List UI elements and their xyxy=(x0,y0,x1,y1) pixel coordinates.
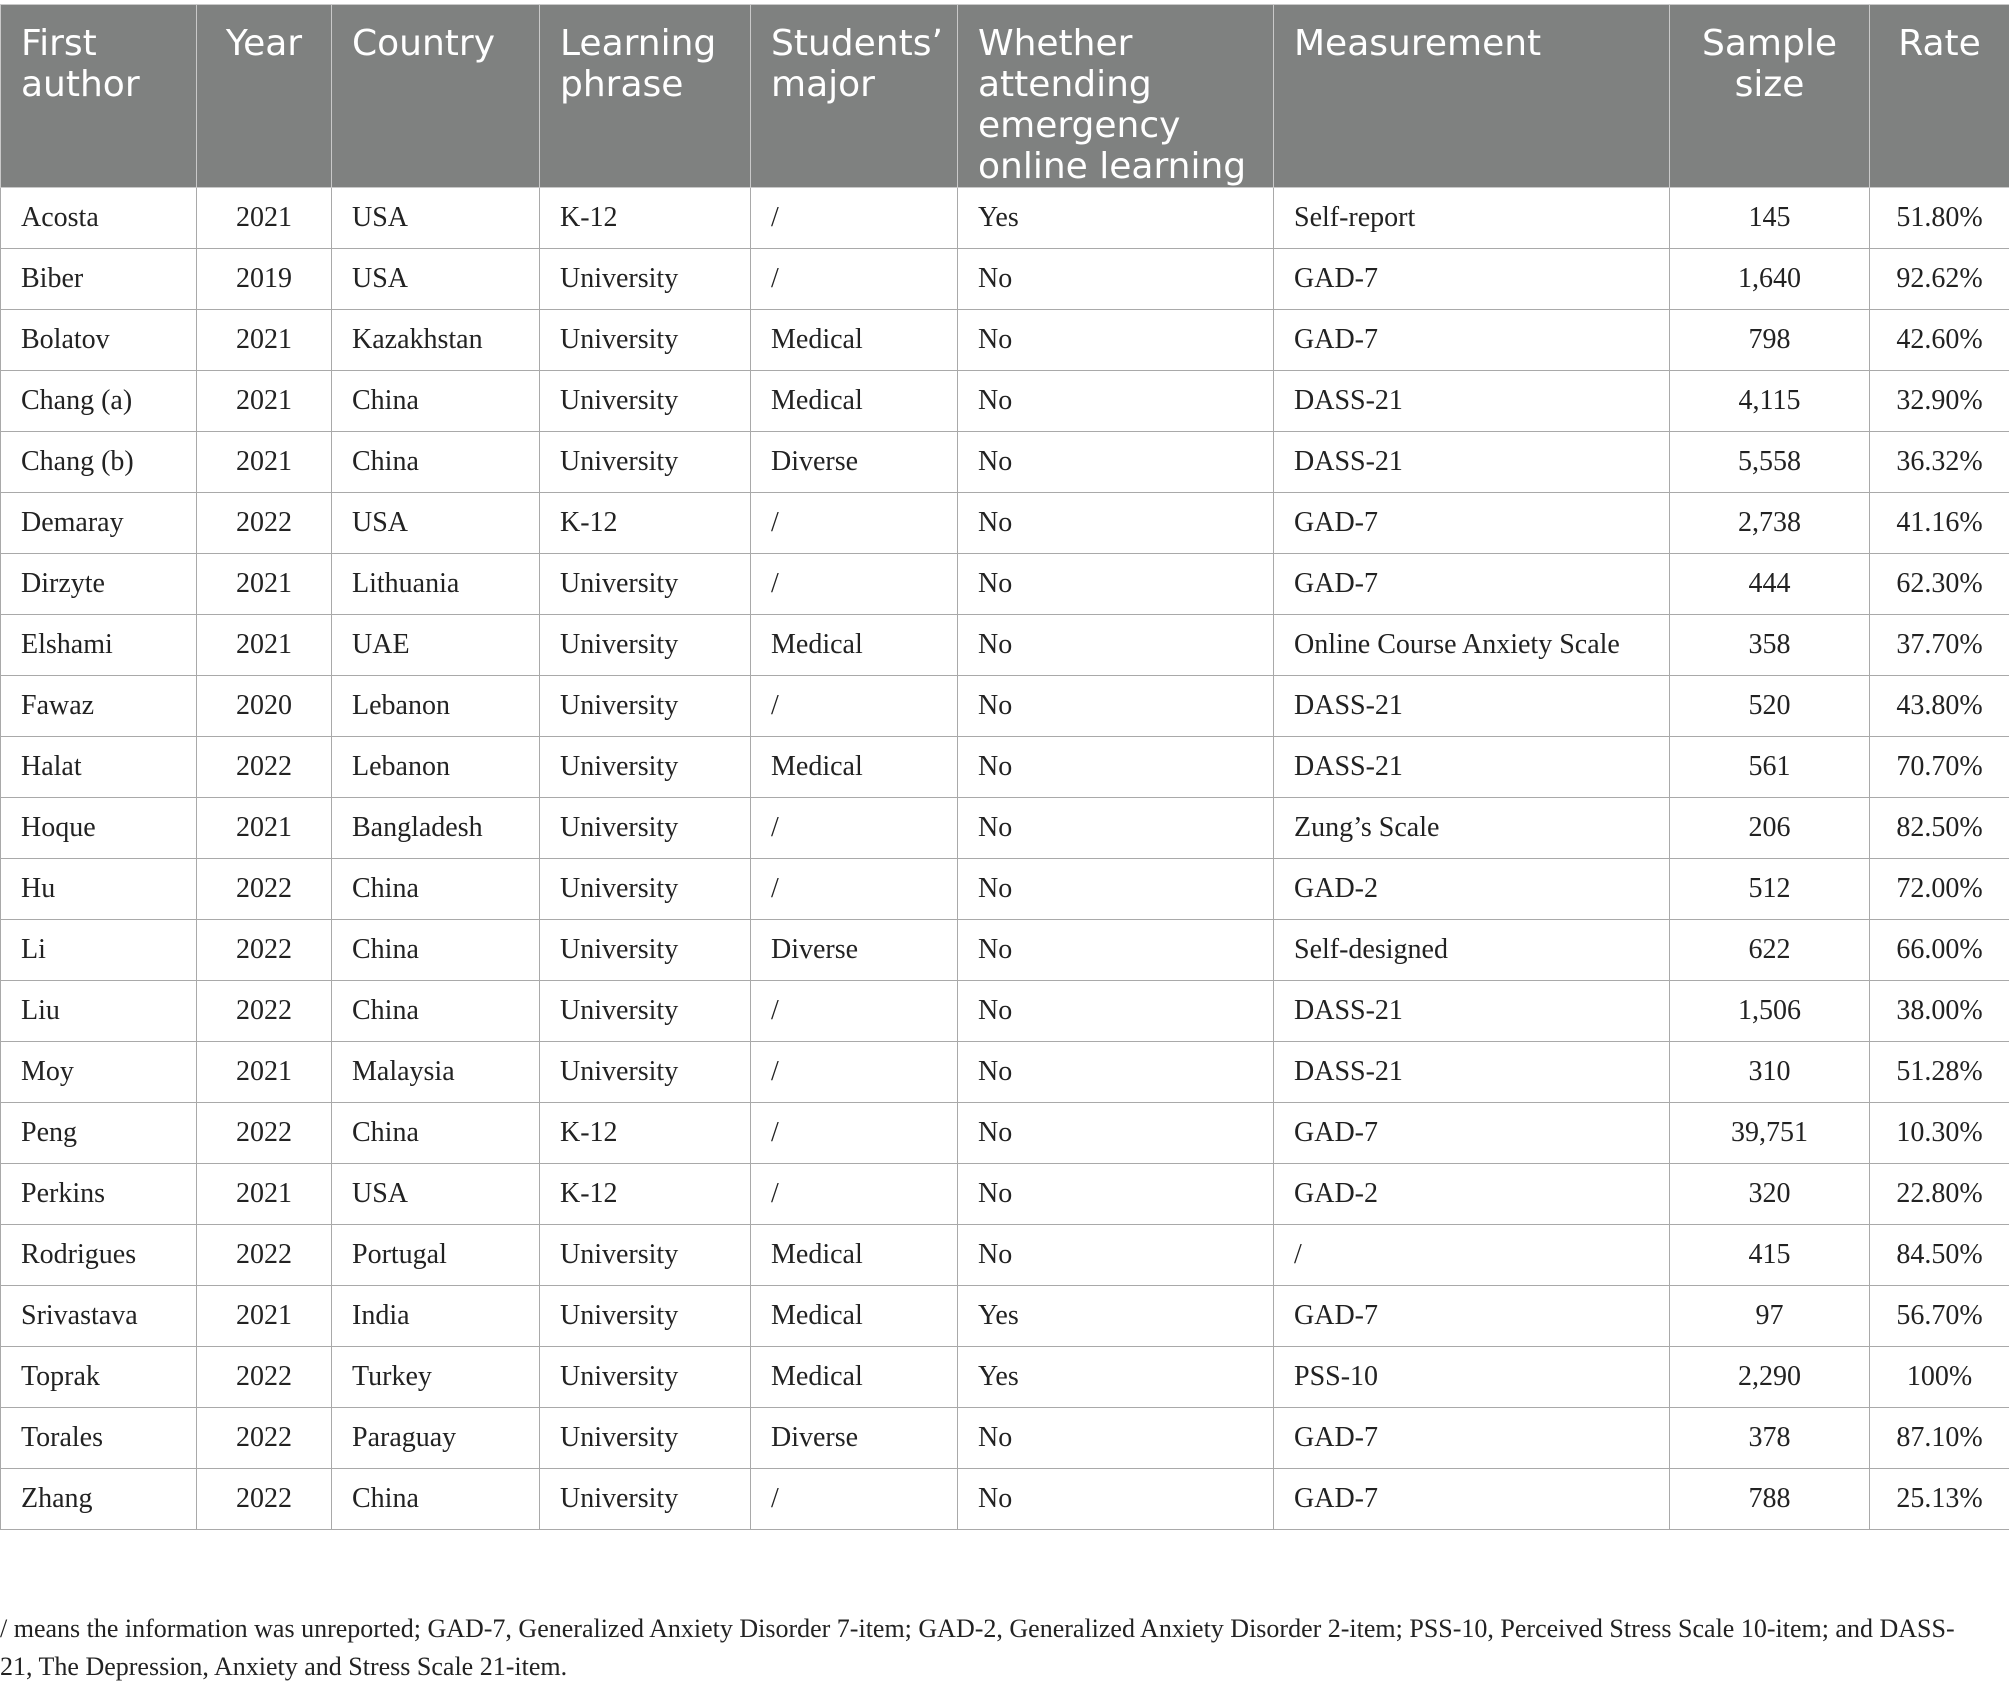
cell-country: China xyxy=(332,859,540,920)
cell-year: 2022 xyxy=(197,859,332,920)
header-first-author: First author xyxy=(1,5,197,188)
cell-measurement: Zung’s Scale xyxy=(1274,798,1670,859)
table-row xyxy=(1,920,2009,981)
header-row xyxy=(1,5,2009,188)
cell-first-author: Torales xyxy=(1,1408,197,1469)
cell-emergency-online-learning: No xyxy=(958,1042,1274,1103)
cell-emergency-online-learning: No xyxy=(958,249,1274,310)
cell-sample-size: 561 xyxy=(1670,737,1870,798)
cell-country: Portugal xyxy=(332,1225,540,1286)
cell-country: USA xyxy=(332,1164,540,1225)
cell-rate: 56.70% xyxy=(1870,1286,2009,1347)
cell-learning-phrase: K-12 xyxy=(540,1103,751,1164)
cell-emergency-online-learning: No xyxy=(958,371,1274,432)
cell-first-author: Demaray xyxy=(1,493,197,554)
cell-rate: 41.16% xyxy=(1870,493,2009,554)
cell-measurement: GAD-2 xyxy=(1274,859,1670,920)
cell-first-author: Dirzyte xyxy=(1,554,197,615)
cell-students-major: Medical xyxy=(751,371,958,432)
cell-sample-size: 320 xyxy=(1670,1164,1870,1225)
table-row xyxy=(1,554,2009,615)
cell-sample-size: 415 xyxy=(1670,1225,1870,1286)
cell-learning-phrase: University xyxy=(540,1286,751,1347)
cell-country: China xyxy=(332,1103,540,1164)
cell-rate: 92.62% xyxy=(1870,249,2009,310)
cell-students-major: / xyxy=(751,493,958,554)
cell-emergency-online-learning: Yes xyxy=(958,188,1274,249)
cell-sample-size: 520 xyxy=(1670,676,1870,737)
cell-rate: 70.70% xyxy=(1870,737,2009,798)
cell-emergency-online-learning: No xyxy=(958,554,1274,615)
cell-first-author: Li xyxy=(1,920,197,981)
cell-learning-phrase: University xyxy=(540,1347,751,1408)
cell-emergency-online-learning: No xyxy=(958,676,1274,737)
table-body xyxy=(1,188,2009,1530)
table-row xyxy=(1,1103,2009,1164)
cell-students-major: / xyxy=(751,798,958,859)
cell-rate: 51.28% xyxy=(1870,1042,2009,1103)
cell-year: 2022 xyxy=(197,737,332,798)
table-row xyxy=(1,676,2009,737)
cell-year: 2021 xyxy=(197,615,332,676)
cell-country: China xyxy=(332,371,540,432)
cell-sample-size: 1,640 xyxy=(1670,249,1870,310)
cell-emergency-online-learning: No xyxy=(958,310,1274,371)
cell-students-major: / xyxy=(751,1469,958,1530)
cell-country: Lebanon xyxy=(332,676,540,737)
cell-emergency-online-learning: No xyxy=(958,981,1274,1042)
cell-emergency-online-learning: No xyxy=(958,493,1274,554)
cell-rate: 66.00% xyxy=(1870,920,2009,981)
cell-sample-size: 798 xyxy=(1670,310,1870,371)
cell-learning-phrase: K-12 xyxy=(540,493,751,554)
cell-measurement: GAD-2 xyxy=(1274,1164,1670,1225)
table-row xyxy=(1,798,2009,859)
cell-country: Bangladesh xyxy=(332,798,540,859)
table-row xyxy=(1,615,2009,676)
cell-students-major: / xyxy=(751,249,958,310)
cell-rate: 51.80% xyxy=(1870,188,2009,249)
cell-students-major: / xyxy=(751,1164,958,1225)
cell-learning-phrase: University xyxy=(540,920,751,981)
cell-students-major: Medical xyxy=(751,1286,958,1347)
cell-measurement: Self-designed xyxy=(1274,920,1670,981)
cell-learning-phrase: University xyxy=(540,1042,751,1103)
cell-measurement: Self-report xyxy=(1274,188,1670,249)
cell-students-major: Diverse xyxy=(751,432,958,493)
cell-rate: 82.50% xyxy=(1870,798,2009,859)
header-year: Year xyxy=(197,5,332,188)
cell-measurement: GAD-7 xyxy=(1274,554,1670,615)
cell-learning-phrase: University xyxy=(540,1225,751,1286)
cell-students-major: / xyxy=(751,554,958,615)
cell-students-major: Medical xyxy=(751,310,958,371)
cell-year: 2022 xyxy=(197,1408,332,1469)
cell-learning-phrase: K-12 xyxy=(540,1164,751,1225)
cell-sample-size: 1,506 xyxy=(1670,981,1870,1042)
table-row xyxy=(1,1347,2009,1408)
cell-students-major: / xyxy=(751,1042,958,1103)
cell-country: China xyxy=(332,1469,540,1530)
cell-first-author: Zhang xyxy=(1,1469,197,1530)
cell-year: 2021 xyxy=(197,1164,332,1225)
cell-year: 2021 xyxy=(197,1042,332,1103)
cell-first-author: Acosta xyxy=(1,188,197,249)
cell-country: Turkey xyxy=(332,1347,540,1408)
cell-rate: 36.32% xyxy=(1870,432,2009,493)
cell-year: 2022 xyxy=(197,920,332,981)
cell-sample-size: 358 xyxy=(1670,615,1870,676)
header-sample-size: Sample size xyxy=(1670,5,1870,188)
cell-rate: 100% xyxy=(1870,1347,2009,1408)
cell-emergency-online-learning: No xyxy=(958,798,1274,859)
cell-students-major: Medical xyxy=(751,1225,958,1286)
cell-learning-phrase: University xyxy=(540,432,751,493)
table-row xyxy=(1,1225,2009,1286)
cell-measurement: DASS-21 xyxy=(1274,981,1670,1042)
cell-measurement: / xyxy=(1274,1225,1670,1286)
cell-students-major: Medical xyxy=(751,615,958,676)
cell-learning-phrase: University xyxy=(540,676,751,737)
cell-country: India xyxy=(332,1286,540,1347)
cell-students-major: / xyxy=(751,859,958,920)
cell-year: 2021 xyxy=(197,188,332,249)
cell-emergency-online-learning: No xyxy=(958,1164,1274,1225)
cell-emergency-online-learning: No xyxy=(958,737,1274,798)
cell-year: 2022 xyxy=(197,981,332,1042)
cell-sample-size: 444 xyxy=(1670,554,1870,615)
cell-year: 2022 xyxy=(197,1103,332,1164)
cell-emergency-online-learning: No xyxy=(958,1103,1274,1164)
cell-year: 2021 xyxy=(197,432,332,493)
cell-sample-size: 512 xyxy=(1670,859,1870,920)
cell-country: Malaysia xyxy=(332,1042,540,1103)
cell-year: 2021 xyxy=(197,1286,332,1347)
cell-rate: 25.13% xyxy=(1870,1469,2009,1530)
cell-rate: 87.10% xyxy=(1870,1408,2009,1469)
cell-rate: 38.00% xyxy=(1870,981,2009,1042)
header-learning-phrase: Learning phrase xyxy=(540,5,751,188)
cell-students-major: / xyxy=(751,188,958,249)
cell-rate: 72.00% xyxy=(1870,859,2009,920)
table-header xyxy=(1,5,2009,188)
cell-year: 2022 xyxy=(197,1225,332,1286)
cell-learning-phrase: University xyxy=(540,981,751,1042)
cell-country: Kazakhstan xyxy=(332,310,540,371)
cell-country: Lebanon xyxy=(332,737,540,798)
cell-year: 2021 xyxy=(197,798,332,859)
cell-year: 2020 xyxy=(197,676,332,737)
cell-students-major: Diverse xyxy=(751,920,958,981)
table-row xyxy=(1,1408,2009,1469)
table-row xyxy=(1,737,2009,798)
cell-sample-size: 622 xyxy=(1670,920,1870,981)
cell-first-author: Toprak xyxy=(1,1347,197,1408)
header-rate: Rate xyxy=(1870,5,2009,188)
cell-country: Lithuania xyxy=(332,554,540,615)
cell-measurement: DASS-21 xyxy=(1274,432,1670,493)
cell-first-author: Biber xyxy=(1,249,197,310)
cell-learning-phrase: K-12 xyxy=(540,188,751,249)
cell-learning-phrase: University xyxy=(540,615,751,676)
cell-measurement: DASS-21 xyxy=(1274,1042,1670,1103)
cell-learning-phrase: University xyxy=(540,249,751,310)
table-row xyxy=(1,1469,2009,1530)
cell-learning-phrase: University xyxy=(540,1408,751,1469)
cell-measurement: GAD-7 xyxy=(1274,1103,1670,1164)
cell-country: China xyxy=(332,920,540,981)
cell-students-major: Diverse xyxy=(751,1408,958,1469)
header-emergency-online-learning: Whether attending emergency online learning xyxy=(958,5,1274,188)
cell-year: 2022 xyxy=(197,493,332,554)
cell-sample-size: 2,738 xyxy=(1670,493,1870,554)
table-footnote: / means the information was unreported; GAD-7, Generalized Anxiety Disorder 7-item; GAD-2, Generalized Anxiety Disorder 2-item; PSS-10, Perceived Stress Scale 10-item; and DASS-21, The Depression, Anxiety and Stress Scale 21-item. xyxy=(0,1614,1955,1681)
cell-sample-size: 788 xyxy=(1670,1469,1870,1530)
cell-measurement: Online Course Anxiety Scale xyxy=(1274,615,1670,676)
table-row xyxy=(1,1042,2009,1103)
table-row xyxy=(1,981,2009,1042)
cell-sample-size: 145 xyxy=(1670,188,1870,249)
cell-emergency-online-learning: No xyxy=(958,615,1274,676)
cell-year: 2021 xyxy=(197,371,332,432)
cell-rate: 43.80% xyxy=(1870,676,2009,737)
cell-students-major: / xyxy=(751,981,958,1042)
header-country: Country xyxy=(332,5,540,188)
table-row xyxy=(1,859,2009,920)
cell-measurement: DASS-21 xyxy=(1274,737,1670,798)
cell-first-author: Liu xyxy=(1,981,197,1042)
cell-rate: 42.60% xyxy=(1870,310,2009,371)
cell-country: Paraguay xyxy=(332,1408,540,1469)
cell-country: UAE xyxy=(332,615,540,676)
cell-sample-size: 39,751 xyxy=(1670,1103,1870,1164)
header-students-major: Students’ major xyxy=(751,5,958,188)
cell-first-author: Bolatov xyxy=(1,310,197,371)
table-row xyxy=(1,1164,2009,1225)
cell-emergency-online-learning: No xyxy=(958,1225,1274,1286)
cell-learning-phrase: University xyxy=(540,1469,751,1530)
cell-measurement: DASS-21 xyxy=(1274,676,1670,737)
studies-table xyxy=(0,4,2009,1530)
cell-measurement: DASS-21 xyxy=(1274,371,1670,432)
cell-emergency-online-learning: No xyxy=(958,920,1274,981)
cell-year: 2019 xyxy=(197,249,332,310)
cell-learning-phrase: University xyxy=(540,798,751,859)
table-row xyxy=(1,310,2009,371)
cell-emergency-online-learning: Yes xyxy=(958,1347,1274,1408)
cell-first-author: Moy xyxy=(1,1042,197,1103)
cell-measurement: PSS-10 xyxy=(1274,1347,1670,1408)
cell-learning-phrase: University xyxy=(540,554,751,615)
cell-emergency-online-learning: No xyxy=(958,1408,1274,1469)
cell-measurement: GAD-7 xyxy=(1274,310,1670,371)
cell-rate: 22.80% xyxy=(1870,1164,2009,1225)
cell-emergency-online-learning: No xyxy=(958,859,1274,920)
cell-sample-size: 2,290 xyxy=(1670,1347,1870,1408)
cell-learning-phrase: University xyxy=(540,737,751,798)
cell-country: China xyxy=(332,432,540,493)
cell-measurement: GAD-7 xyxy=(1274,1408,1670,1469)
cell-students-major: / xyxy=(751,1103,958,1164)
cell-measurement: GAD-7 xyxy=(1274,249,1670,310)
table-row xyxy=(1,371,2009,432)
cell-country: China xyxy=(332,981,540,1042)
cell-year: 2021 xyxy=(197,310,332,371)
cell-emergency-online-learning: No xyxy=(958,432,1274,493)
cell-measurement: GAD-7 xyxy=(1274,1286,1670,1347)
cell-year: 2022 xyxy=(197,1347,332,1408)
table-row xyxy=(1,432,2009,493)
cell-sample-size: 206 xyxy=(1670,798,1870,859)
cell-emergency-online-learning: No xyxy=(958,1469,1274,1530)
cell-sample-size: 5,558 xyxy=(1670,432,1870,493)
cell-sample-size: 378 xyxy=(1670,1408,1870,1469)
table-row xyxy=(1,1286,2009,1347)
cell-rate: 32.90% xyxy=(1870,371,2009,432)
cell-learning-phrase: University xyxy=(540,310,751,371)
cell-students-major: / xyxy=(751,676,958,737)
cell-learning-phrase: University xyxy=(540,859,751,920)
cell-first-author: Elshami xyxy=(1,615,197,676)
cell-sample-size: 4,115 xyxy=(1670,371,1870,432)
table-row xyxy=(1,493,2009,554)
cell-sample-size: 310 xyxy=(1670,1042,1870,1103)
table-row xyxy=(1,188,2009,249)
cell-students-major: Medical xyxy=(751,1347,958,1408)
cell-rate: 62.30% xyxy=(1870,554,2009,615)
cell-learning-phrase: University xyxy=(540,371,751,432)
cell-first-author: Halat xyxy=(1,737,197,798)
cell-year: 2022 xyxy=(197,1469,332,1530)
cell-first-author: Hoque xyxy=(1,798,197,859)
cell-first-author: Chang (b) xyxy=(1,432,197,493)
cell-measurement: GAD-7 xyxy=(1274,1469,1670,1530)
cell-rate: 84.50% xyxy=(1870,1225,2009,1286)
cell-country: USA xyxy=(332,249,540,310)
cell-rate: 37.70% xyxy=(1870,615,2009,676)
cell-country: USA xyxy=(332,188,540,249)
studies-table-container xyxy=(0,4,2009,1530)
cell-first-author: Srivastava xyxy=(1,1286,197,1347)
cell-first-author: Fawaz xyxy=(1,676,197,737)
cell-first-author: Chang (a) xyxy=(1,371,197,432)
cell-first-author: Perkins xyxy=(1,1164,197,1225)
cell-emergency-online-learning: Yes xyxy=(958,1286,1274,1347)
cell-measurement: GAD-7 xyxy=(1274,493,1670,554)
cell-rate: 10.30% xyxy=(1870,1103,2009,1164)
header-measurement: Measurement xyxy=(1274,5,1670,188)
cell-year: 2021 xyxy=(197,554,332,615)
table-row xyxy=(1,249,2009,310)
cell-sample-size: 97 xyxy=(1670,1286,1870,1347)
cell-first-author: Peng xyxy=(1,1103,197,1164)
cell-first-author: Rodrigues xyxy=(1,1225,197,1286)
cell-first-author: Hu xyxy=(1,859,197,920)
cell-students-major: Medical xyxy=(751,737,958,798)
cell-country: USA xyxy=(332,493,540,554)
